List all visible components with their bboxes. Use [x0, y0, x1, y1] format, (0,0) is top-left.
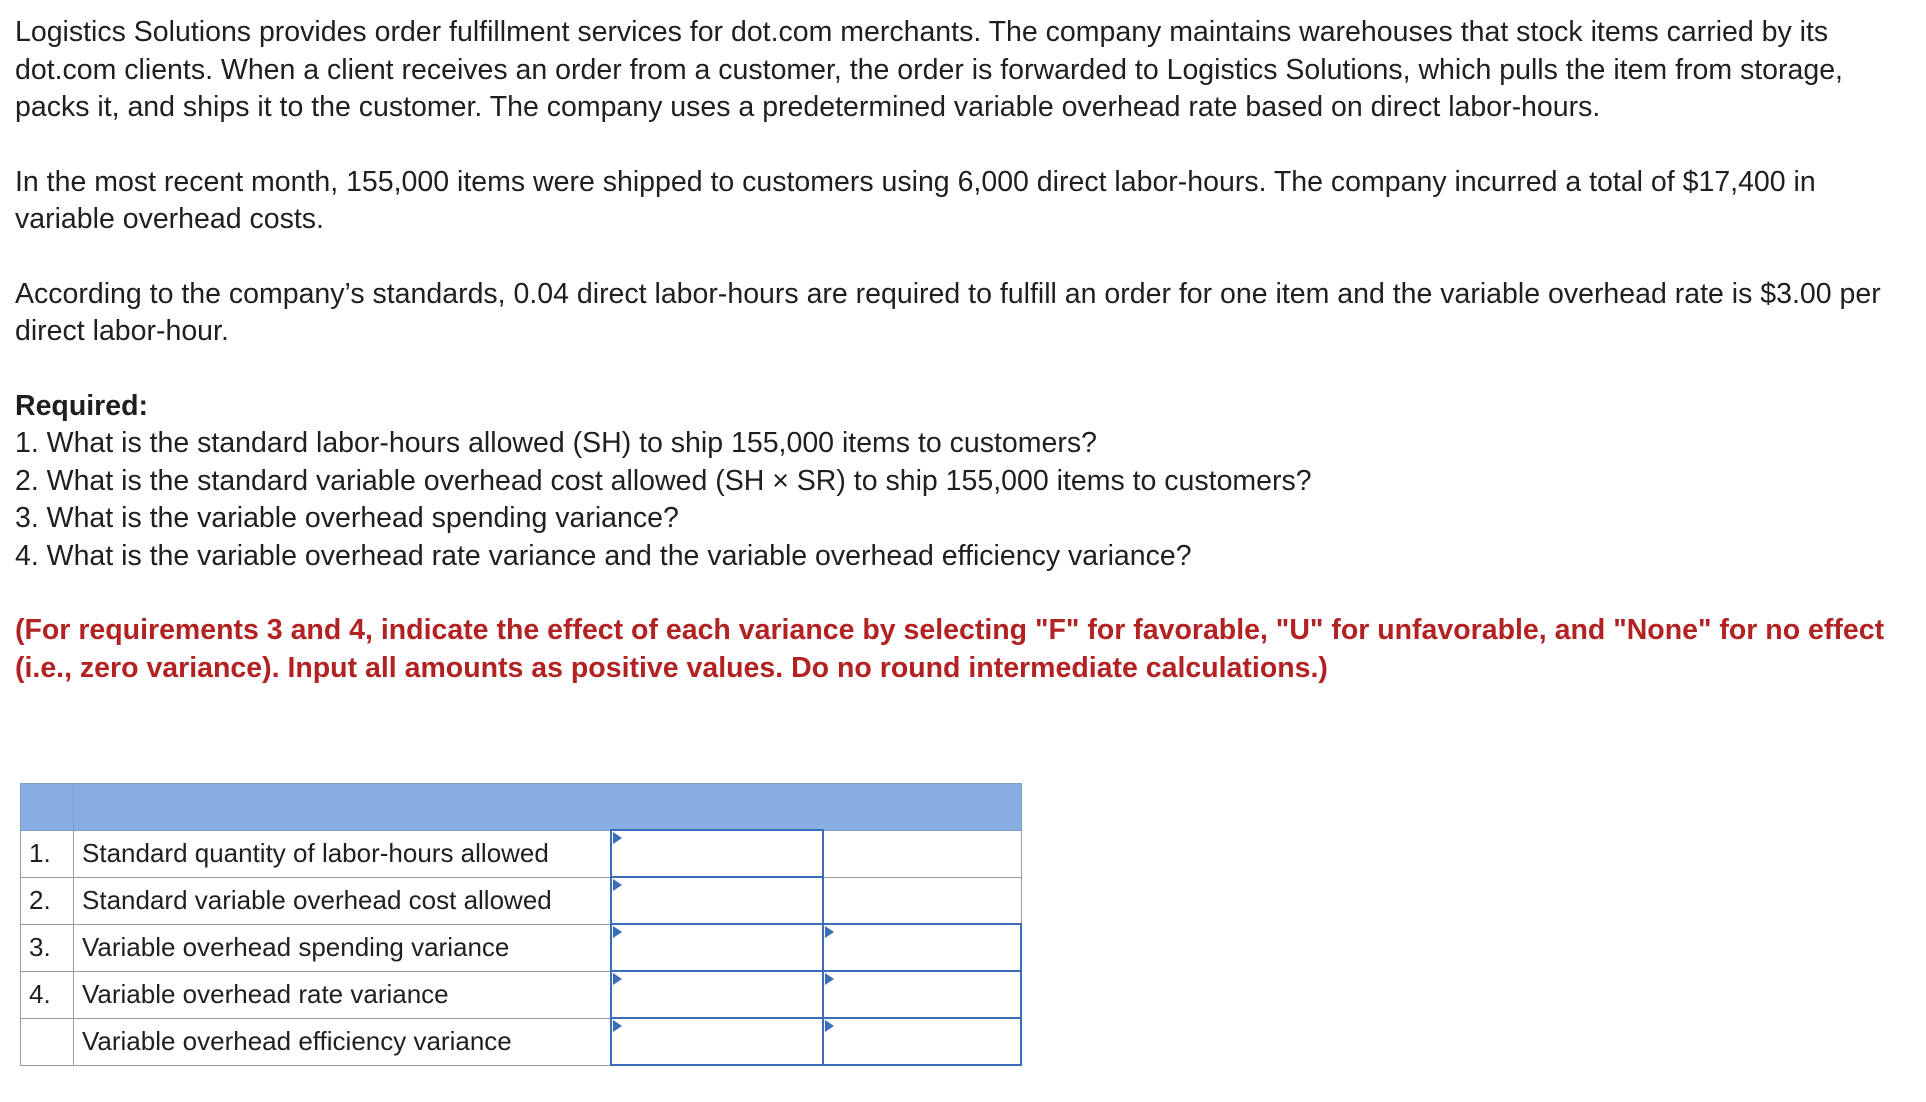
- amount-input-cell[interactable]: [611, 1018, 823, 1065]
- effect-select-rate-variance[interactable]: [824, 974, 1020, 1016]
- table-row: [21, 877, 1022, 924]
- amount-input-cell[interactable]: [611, 877, 823, 924]
- row-number: 1.: [21, 830, 74, 877]
- problem-paragraph-2: In the most recent month, 155,000 items were shipped to customers using 6,000 direct labor-hours. The company incurred a total of $17,400 in variable overhead costs.: [15, 165, 1816, 235]
- row-label: Variable overhead spending variance: [74, 924, 612, 971]
- required-section: [15, 388, 1910, 576]
- effect-dropdown-cell[interactable]: [823, 1018, 1021, 1065]
- row-number: 2.: [21, 877, 74, 924]
- row-label: Standard variable overhead cost allowed: [74, 877, 612, 924]
- input-marker-icon: [613, 926, 622, 938]
- effect-dropdown-cell[interactable]: [823, 924, 1021, 971]
- amount-input-efficiency-variance[interactable]: [612, 1021, 822, 1063]
- amount-input-standard-hours[interactable]: [612, 833, 822, 875]
- table-row: [21, 971, 1022, 1018]
- dropdown-marker-icon: [825, 1020, 834, 1032]
- amount-input-cell[interactable]: [611, 971, 823, 1018]
- amount-input-standard-cost[interactable]: [612, 880, 822, 922]
- input-marker-icon: [613, 973, 622, 985]
- effect-select-spending-variance[interactable]: [824, 927, 1020, 969]
- table-row: [21, 1018, 1022, 1065]
- row-number: [21, 1018, 74, 1065]
- required-title: Required:: [15, 389, 149, 422]
- table-row: [21, 830, 1022, 877]
- empty-cell: [823, 877, 1021, 924]
- header-cell-num: [21, 784, 74, 831]
- row-number: 3.: [21, 924, 74, 971]
- problem-paragraph-3: According to the company’s standards, 0.04 direct labor-hours are required to fulfill an order for one item and the variable overhead rate is $3.00 per direct labor-hour.: [15, 277, 1881, 347]
- instruction-text: (For requirements 3 and 4, indicate the effect of each variance by selecting "F" for favorable, "U" for unfavorable, and "None" for no effect (i.e., zero variance). Input all amounts as positive values. Do no round intermediate calculations.): [15, 614, 1885, 684]
- amount-input-cell[interactable]: [611, 830, 823, 877]
- effect-dropdown-cell[interactable]: [823, 971, 1021, 1018]
- row-number: 4.: [21, 971, 74, 1018]
- row-label: Standard quantity of labor-hours allowed: [74, 830, 612, 877]
- empty-cell: [823, 830, 1021, 877]
- answer-table: [20, 783, 1022, 1066]
- table-header-row: [21, 784, 1022, 831]
- row-label: Variable overhead efficiency variance: [74, 1018, 612, 1065]
- header-cell-main: [74, 784, 1022, 831]
- amount-input-spending-variance[interactable]: [612, 927, 822, 969]
- amount-input-cell[interactable]: [611, 924, 823, 971]
- required-item-1: 1. What is the standard labor-hours allowed (SH) to ship 155,000 items to customers?: [15, 427, 1097, 459]
- required-item-3: 3. What is the variable overhead spending variance?: [15, 502, 679, 534]
- input-marker-icon: [613, 1020, 622, 1032]
- table-row: [21, 924, 1022, 971]
- dropdown-marker-icon: [825, 973, 834, 985]
- required-item-4: 4. What is the variable overhead rate variance and the variable overhead efficiency variance?: [15, 539, 1192, 572]
- effect-select-efficiency-variance[interactable]: [824, 1021, 1020, 1063]
- amount-input-rate-variance[interactable]: [612, 974, 822, 1016]
- problem-paragraph-1: Logistics Solutions provides order fulfillment services for dot.com merchants. The company maintains warehouses that stock items carried by its dot.com clients. When a client receives an order from a customer, the order is forwarded to Logistics Solutions, which pulls the item from storage, packs it, and ships it to the customer. The company uses a predetermined variable overhead rate based on direct labor-hours.: [15, 16, 1843, 123]
- dropdown-marker-icon: [825, 926, 834, 938]
- input-marker-icon: [613, 832, 622, 844]
- row-label: Variable overhead rate variance: [74, 971, 612, 1018]
- problem-content: [15, 14, 1910, 687]
- required-item-2: 2. What is the standard variable overhead cost allowed (SH × SR) to ship 155,000 items to customers?: [15, 464, 1312, 497]
- input-marker-icon: [613, 879, 622, 891]
